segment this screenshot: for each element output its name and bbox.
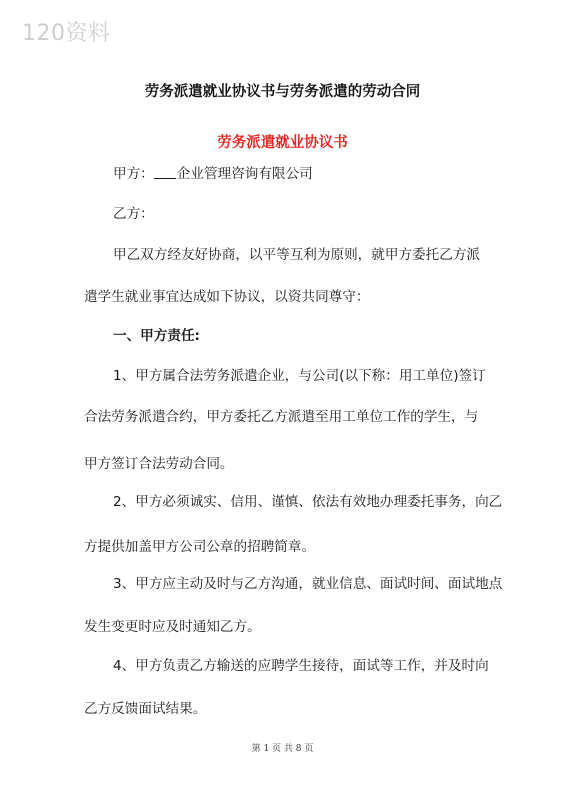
clause-1-line-3: 甲方签订合法劳动合同。 bbox=[84, 456, 234, 472]
clause-2-line-2: 方提供加盖甲方公司公章的招聘简章。 bbox=[84, 539, 316, 555]
clause-3-line-2: 发生变更时应及时通知乙方。 bbox=[84, 619, 261, 635]
document-title: 劳务派遣就业协议书与劳务派遣的劳动合同 bbox=[144, 83, 421, 100]
page-footer: 第 1 页 共 8 页 bbox=[251, 744, 314, 754]
party-b-label: 乙方： bbox=[113, 206, 154, 222]
party-a-name: 企业管理咨询有限公司 bbox=[176, 166, 313, 182]
watermark-logo: 120资料 bbox=[22, 21, 111, 46]
clause-4-line-2: 乙方反馈面试结果。 bbox=[84, 701, 207, 717]
section-heading: 一、甲方责任: bbox=[113, 328, 200, 344]
intro-line-2: 遣学生就业事宜达成如下协议，以资共同尊守： bbox=[84, 289, 370, 305]
clause-1-line-1: 1、甲方属合法劳务派遣企业，与公司(以下称：用工单位)签订 bbox=[113, 368, 486, 384]
intro-line-1: 甲乙双方经友好协商，以平等互利为原则，就甲方委托乙方派 bbox=[113, 247, 481, 263]
party-a-blank bbox=[154, 166, 176, 179]
agreement-subtitle: 劳务派遣就业协议书 bbox=[217, 134, 348, 151]
clause-4-line-1: 4、甲方负责乙方输送的应聘学生接待，面试等工作，并及时向 bbox=[113, 658, 489, 674]
clause-3-line-1: 3、甲方应主动及时与乙方沟通，就业信息、面试时间、面试地点 bbox=[113, 576, 503, 592]
clause-1-line-2: 合法劳务派遣合约，甲方委托乙方派遣至用工单位工作的学生，与 bbox=[84, 409, 479, 425]
clause-2-line-1: 2、甲方必须诚实、信用、谨慎、依法有效地办理委托事务，向乙 bbox=[113, 494, 503, 510]
party-a-line bbox=[113, 162, 313, 182]
party-a-label: 甲方： bbox=[113, 166, 154, 182]
